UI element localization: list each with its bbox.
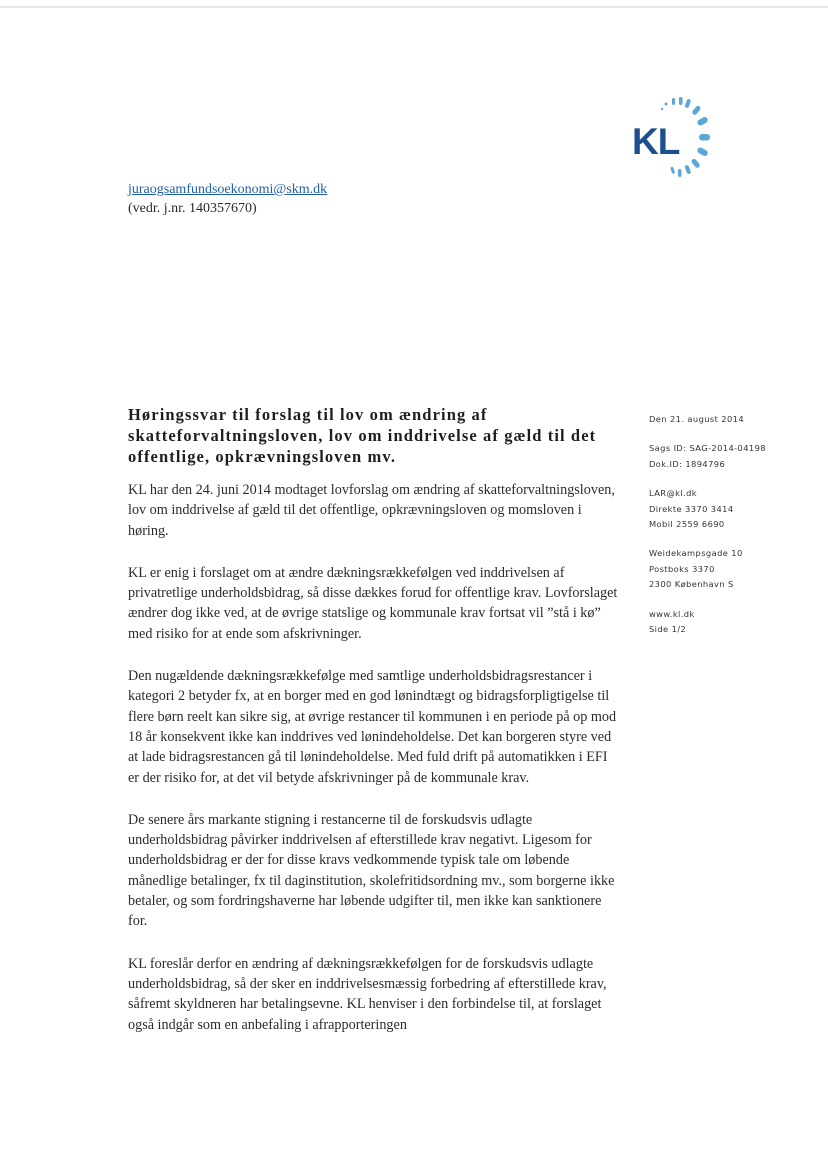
- recipient-reference: (vedr. j.nr. 140357670): [128, 201, 257, 216]
- kl-logo-icon: [628, 96, 724, 186]
- body-paragraph-1: KL har den 24. juni 2014 modtaget lovforslag om ændring af skatteforvaltningsloven, lov om inddrivelse af gæld til det offentlige, opkrævningsloven og momsloven i høring.: [128, 482, 615, 539]
- recipient-block: [128, 180, 327, 218]
- sidebar-address-group: [649, 546, 819, 592]
- body-paragraph-5: KL foreslår derfor en ændring af dækningsrækkefølgen for de forskudsvis udlagte underholdsbidrag, så der sker en inddrivelsesmæssig forbedring af efterstillede krav, såfremt skyldneren har betalingsevne. KL henviser i den forbindelse til, at forslaget også indgår som en anbefaling i afrapporteringen: [128, 955, 607, 1033]
- page-number: Side 1/2: [649, 624, 687, 635]
- sidebar-info: [649, 412, 819, 651]
- letter-date: Den 21. august 2014: [649, 414, 745, 424]
- body-paragraph-3: Den nugældende dækningsrækkefølge med samtlige underholdsbidragsrestancer i kategori 2 betyder fx, at en borger med en god lønindtægt og bidragsforpligtigelse til flere børn reelt kan sikre sig, at øvrige restancer til kommunen i en periode på op mod 18 år konsekvent ikke kan inddrives ved lønindeholdelse. Det kan borgeren styre ved at lade bidragsrestancen gå til lønindeholdelse. Med fuld drift på automatikken i EFI er der risiko for, at det vil betyde afskrivninger på de kommunale krav.: [128, 668, 617, 786]
- sidebar-contact-group: [649, 486, 819, 532]
- contact-email[interactable]: LAR@kl.dk: [649, 488, 697, 499]
- body-paragraph-2: KL er enig i forslaget om at ændre dækningsrækkefølgen ved inddrivelsen af privatretlige underholdsbidrag, så disse dækkes forud for offentlige krav. Lovforslaget ændrer dog ikke ved, at de øvrige statslige og kommunale krav fortsat vil ”stå i kø” med risiko for at ende som afskrivninger.: [128, 564, 618, 642]
- case-id: Sags ID: SAG-2014-04198: [649, 443, 766, 454]
- letter-title: Høringssvar til forslag til lov om ændring af skatteforvaltningsloven, lov om inddrivelse af gæld til det offentlige, opkrævningsloven mv.: [128, 405, 597, 466]
- address-pobox: Postboks 3370: [649, 563, 715, 574]
- address-city: 2300 København S: [649, 579, 734, 590]
- body-paragraph-4: De senere års markante stigning i restancerne til de forskudsvis udlagte underholdsbidrag påvirker inddrivelsen af efterstillede krav negativt. Ligesom for underholdsbidrag er der for disse kravs vedkommende typisk tale om løbende månedlige betalinger, fx til daginstitution, skolefritidsordning mv., som borgerne ikke betaler, og som fordringshaverne har løbende udgifter til, men ikke kan sanktionere for.: [128, 811, 615, 930]
- website-link[interactable]: www.kl.dk: [649, 608, 695, 619]
- letter-body: [128, 480, 618, 1057]
- address-street: Weidekampsgade 10: [649, 548, 743, 559]
- recipient-email-link[interactable]: juraogsamfundsoekonomi@skm.dk: [128, 182, 328, 197]
- contact-direct-phone: Direkte 3370 3414: [649, 503, 734, 514]
- sidebar-date-group: [649, 412, 819, 427]
- kl-logo-text: KL: [632, 121, 680, 162]
- page-edge-line: [0, 6, 828, 8]
- sidebar-ids-group: [649, 441, 819, 472]
- contact-mobile-phone: Mobil 2559 6690: [649, 519, 725, 530]
- doc-id: Dok.ID: 1894796: [649, 458, 726, 469]
- sidebar-web-group: [649, 607, 819, 638]
